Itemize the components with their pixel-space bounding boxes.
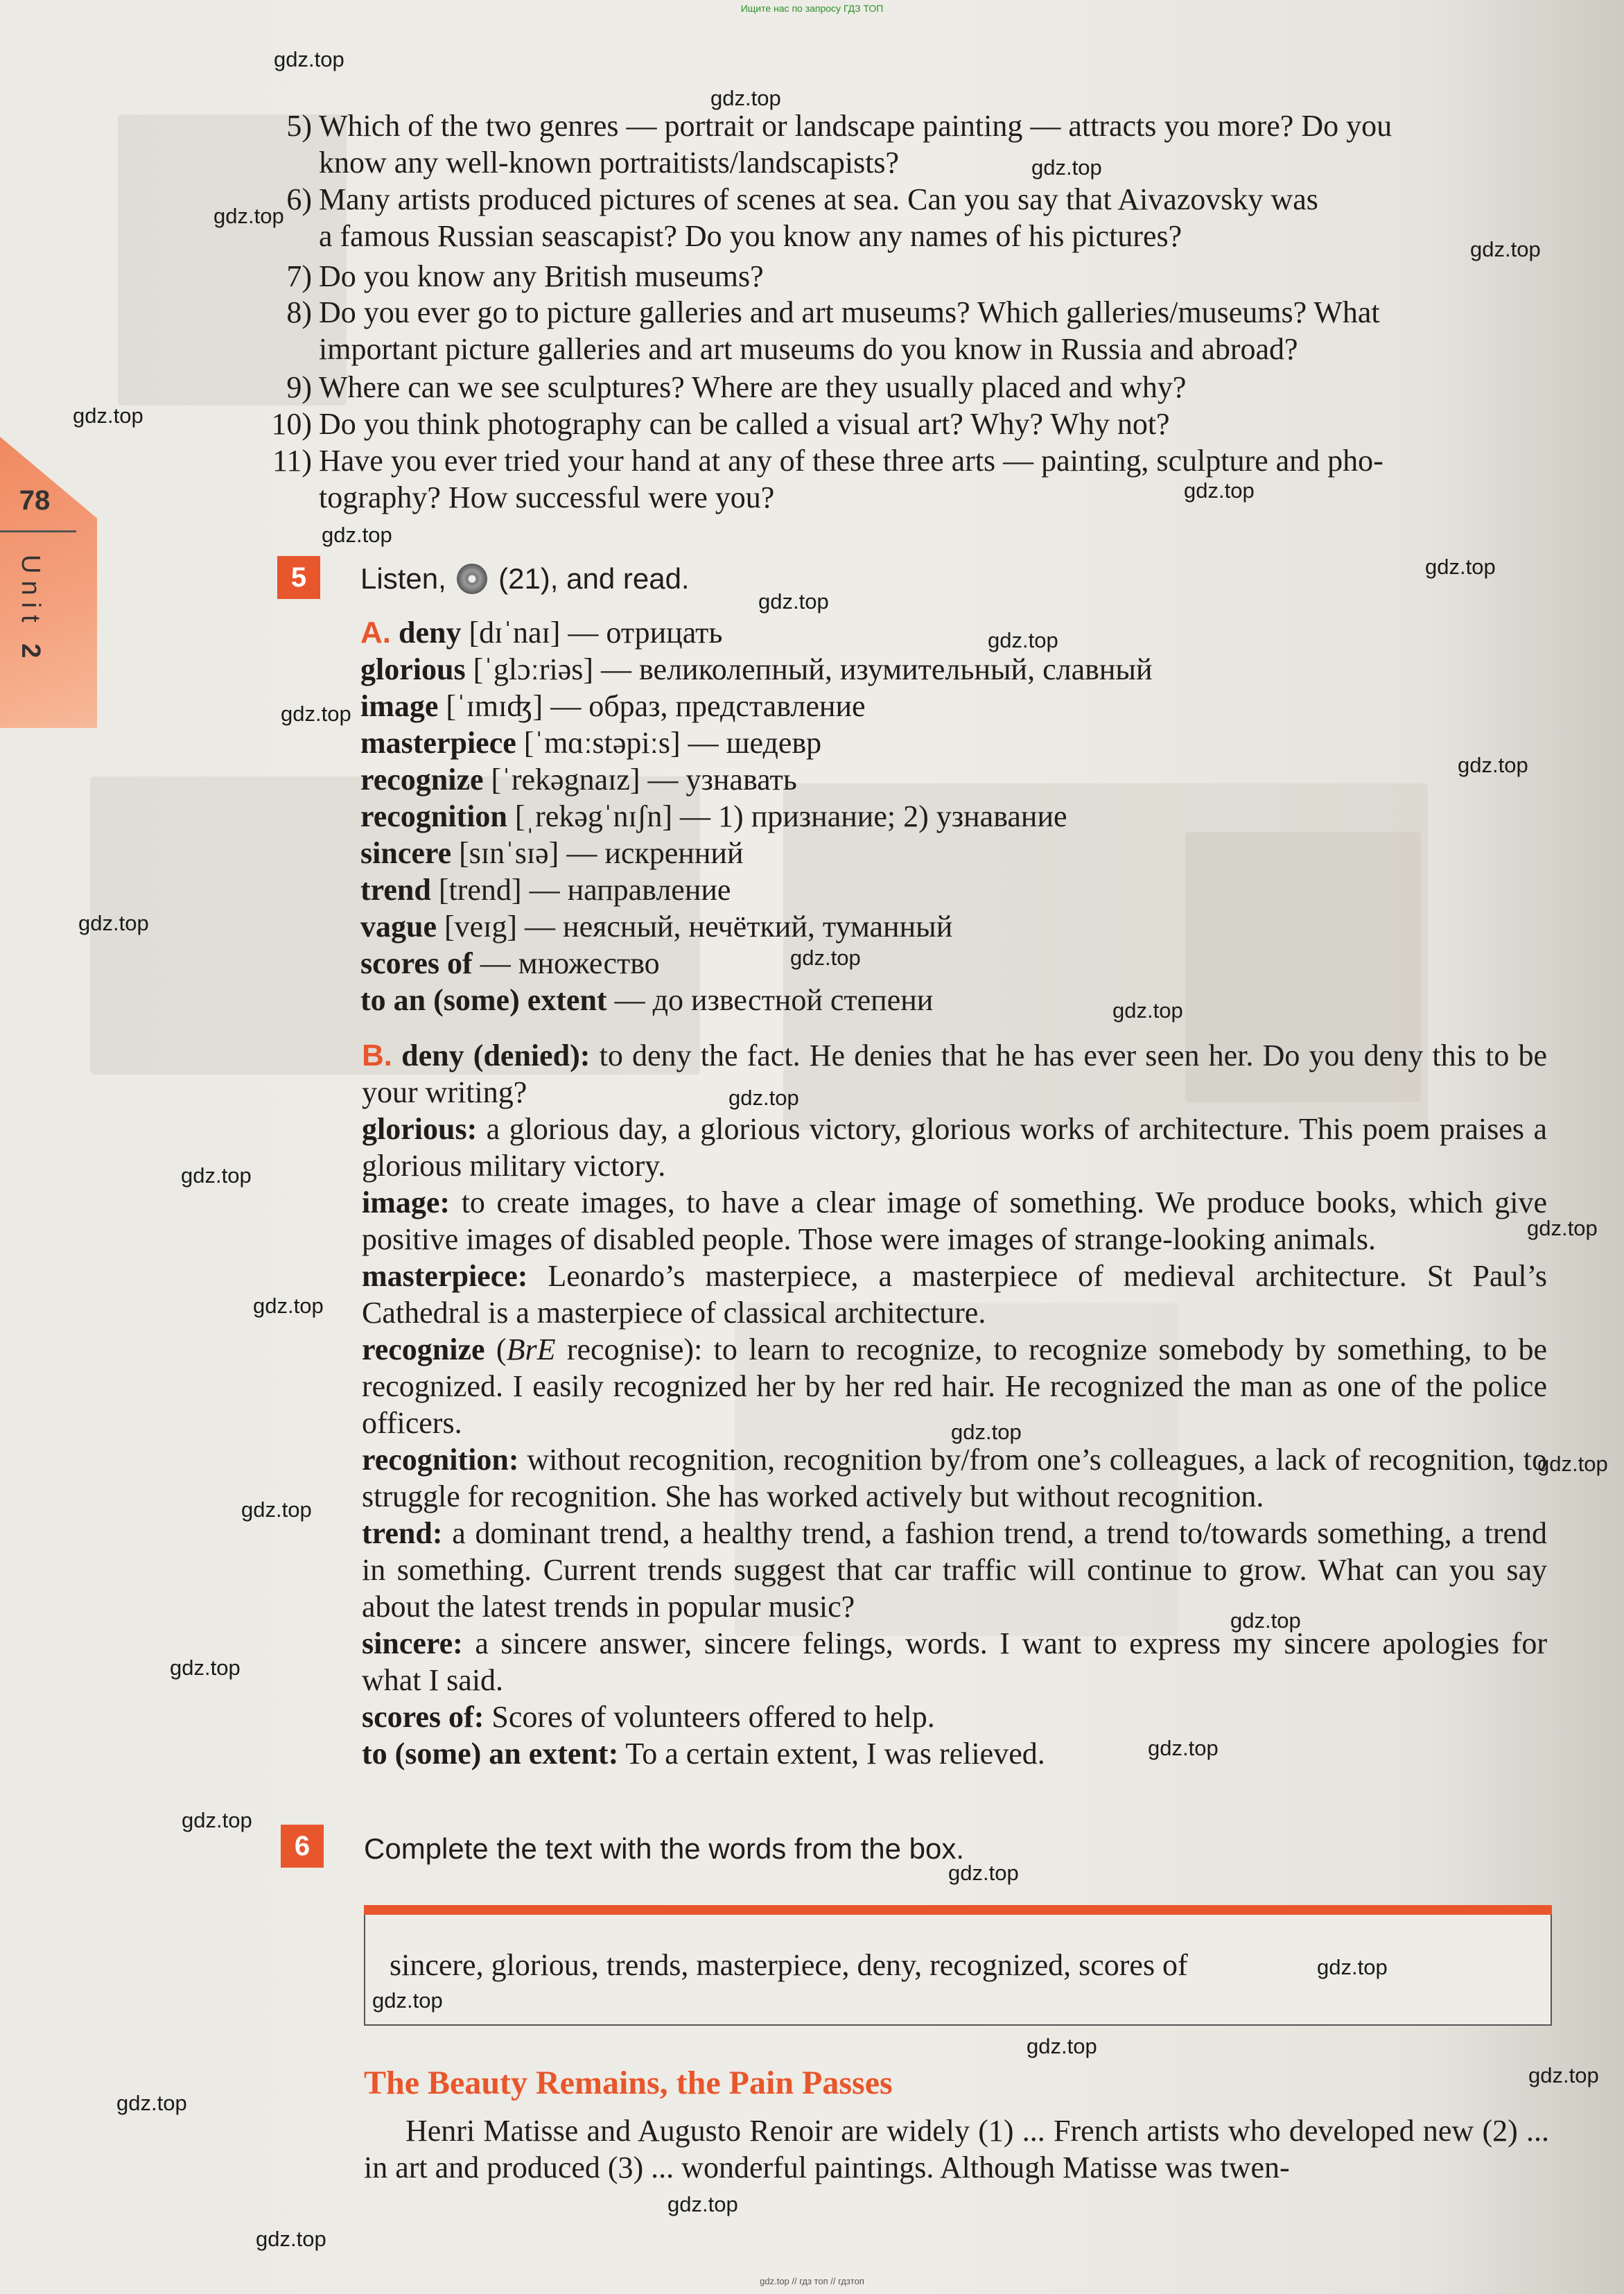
vocab-entry	[360, 835, 1539, 871]
watermark: gdz.top	[322, 523, 392, 547]
vocab-entry	[360, 614, 1539, 651]
question-line: important picture galleries and art museums do you know in Russia and abroad?	[319, 332, 1298, 366]
question-10	[271, 406, 1539, 442]
bre-label: BrE	[506, 1332, 556, 1366]
question-line: Do you ever go to picture galleries and art museums? Which galleries/museums? What	[319, 295, 1380, 329]
watermark: gdz.top	[182, 1808, 252, 1832]
question-line: Which of the two genres — portrait or landscape painting — attracts you more? Do you	[319, 109, 1392, 143]
part-a-label: A.	[360, 616, 391, 650]
vocabulary-list	[360, 614, 1539, 1018]
example-text: To a certain extent, I was relieved.	[618, 1737, 1045, 1771]
exercise-number-badge: 5	[277, 556, 320, 599]
watermark: gdz.top	[1112, 998, 1183, 1023]
vocab-entry	[360, 761, 1539, 798]
watermark: gdz.top	[241, 1497, 312, 1522]
vocab-word: recognition	[360, 799, 507, 833]
exercise-number-badge: 6	[281, 1825, 324, 1868]
example-head: scores of:	[362, 1700, 484, 1734]
example-text: recognise): to learn to recognize, to recognize somebody by something, to be recognized. I easily recognized her by her red hair. He recognized the man as one of the police officers.	[362, 1332, 1547, 1440]
page-number-rule	[0, 530, 76, 532]
vocab-entry	[360, 945, 1539, 982]
question-6	[286, 181, 1539, 254]
example-text: a dominant trend, a healthy trend, a fashion trend, a trend to/towards something, a trend in something. Current trends suggest that car traffic will continue to grow. What can you say about the latest trends in popular music?	[362, 1516, 1547, 1624]
watermark: gdz.top	[667, 2192, 738, 2216]
example-head: deny (denied):	[401, 1039, 591, 1072]
example-entry	[362, 1698, 1547, 1735]
question-number: 6)	[286, 182, 312, 216]
part-b-label: B.	[362, 1039, 392, 1072]
question-number: 7)	[286, 259, 312, 293]
vocab-entry	[360, 908, 1539, 945]
watermark: gdz.top	[116, 2091, 187, 2115]
question-9	[286, 369, 1539, 406]
vocab-word: scores of	[360, 946, 473, 980]
watermark: gdz.top	[181, 1163, 252, 1188]
vocab-word: sincere	[360, 836, 452, 870]
example-entry	[362, 1735, 1547, 1772]
watermark: gdz.top	[1470, 237, 1541, 261]
vocab-word: deny	[399, 616, 462, 650]
example-entry	[362, 1184, 1547, 1258]
vocab-entry	[360, 798, 1539, 835]
example-text: a glorious day, a glorious victory, glorious works of architecture. This poem praises a glorious military victory.	[362, 1112, 1547, 1183]
vocab-translation: [ˈrekəgnaɪz] — узнавать	[483, 763, 797, 797]
exercise-title-end: (21), and read.	[498, 562, 690, 595]
example-text: Leonardo’s masterpiece, a masterpiece of medieval architecture. St Paul’s Cathedral is a masterpiece of classical architecture.	[362, 1259, 1547, 1330]
vocab-translation: [sɪnˈsɪə] — искренний	[451, 836, 744, 870]
exercise-title-start: Listen,	[360, 562, 446, 595]
vocab-translation: [ˈɪmɪʤ] — образ, представление	[438, 689, 866, 723]
vocab-word: glorious	[360, 652, 466, 686]
watermark: gdz.top	[790, 946, 861, 970]
unit-number: 2	[16, 643, 45, 666]
question-line: Many artists produced pictures of scenes at sea. Can you say that Aivazovsky was	[319, 182, 1318, 216]
watermark: gdz.top	[1528, 2063, 1599, 2087]
watermark: gdz.top	[73, 403, 143, 428]
question-line: tography? How successful were you?	[319, 480, 775, 514]
watermark: gdz.top	[281, 702, 351, 726]
example-entry	[362, 1037, 1547, 1111]
vocab-translation: — множество	[472, 946, 660, 980]
example-head: trend:	[362, 1516, 443, 1550]
vocab-entry	[360, 871, 1539, 908]
watermark: gdz.top	[1184, 478, 1255, 503]
header-note[interactable]: Ищите нас по запросу ГДЗ ТОП	[740, 3, 884, 14]
question-number: 8)	[286, 295, 312, 329]
question-number: 9)	[286, 370, 312, 404]
watermark: gdz.top	[256, 2227, 326, 2251]
watermark: gdz.top	[728, 1086, 799, 1110]
vocab-word: to an (some) extent	[360, 983, 607, 1017]
vocab-word: vague	[360, 910, 437, 944]
watermark: gdz.top	[1031, 155, 1102, 180]
example-head: sincere:	[362, 1626, 463, 1660]
example-entry	[362, 1515, 1547, 1625]
question-line: Do you think photography can be called a visual art? Why? Why not?	[319, 407, 1170, 441]
unit-word: Unit	[16, 555, 45, 629]
audio-cd-icon[interactable]	[457, 564, 487, 594]
watermark: gdz.top	[1148, 1736, 1219, 1760]
vocab-entry	[360, 724, 1539, 761]
example-head: image:	[362, 1185, 451, 1219]
usage-examples	[362, 1037, 1547, 1772]
vocab-translation: [ˈmɑːstəpiːs] — шедевр	[516, 726, 822, 760]
watermark: gdz.top	[1458, 753, 1528, 777]
watermark: gdz.top	[253, 1294, 324, 1318]
text-paragraph: Henri Matisse and Augusto Renoir are widely (1) ... French artists who developed new (2) ... in art and produced (3) ... wonderful paintings. Although Matisse was twen-	[364, 2114, 1549, 2184]
example-text-pre: (	[484, 1332, 507, 1366]
watermark: gdz.top	[213, 204, 284, 228]
example-entry	[362, 1258, 1547, 1331]
exercise-title	[360, 560, 690, 597]
question-line: Have you ever tried your hand at any of these three arts — painting, sculpture and pho-	[319, 444, 1383, 478]
question-number: 11)	[272, 444, 312, 478]
vocab-translation: [trend] — направление	[430, 873, 731, 907]
question-8	[286, 294, 1539, 367]
question-line: a famous Russian seascapist? Do you know any names of his pictures?	[319, 219, 1182, 253]
vocab-translation: [veɪg] — неясный, нечёткий, туманный	[437, 910, 953, 944]
watermark: gdz.top	[1527, 1216, 1598, 1240]
exercise-title: Complete the text with the words from the box.	[364, 1832, 965, 1865]
vocab-entry	[360, 651, 1539, 688]
vocab-word: recognize	[360, 763, 484, 797]
watermark: gdz.top	[372, 1988, 443, 2013]
vocab-entry	[360, 982, 1539, 1018]
question-7	[286, 258, 1539, 295]
example-text: Scores of volunteers offered to help.	[484, 1700, 935, 1734]
example-head: glorious:	[362, 1112, 478, 1146]
watermark: gdz.top	[1317, 1955, 1388, 1979]
question-11	[272, 442, 1539, 516]
example-entry	[362, 1111, 1547, 1184]
question-line: Do you know any British museums?	[319, 259, 764, 293]
word-box-accent-bar	[364, 1905, 1552, 1915]
vocab-word: image	[360, 689, 439, 723]
vocab-word: trend	[360, 873, 431, 907]
example-text: to create images, to have a clear image of something. We produce books, which give positive images of disabled people. Those were images of strange-looking animals.	[362, 1185, 1547, 1256]
watermark: gdz.top	[1537, 1452, 1608, 1476]
question-number: 10)	[271, 407, 312, 441]
watermark: gdz.top	[988, 628, 1058, 652]
watermark: gdz.top	[78, 911, 149, 935]
watermark: gdz.top	[951, 1420, 1022, 1444]
example-text: a sincere answer, sincere felings, words. I want to express my sincere apologies for what I said.	[362, 1626, 1547, 1697]
watermark: gdz.top	[274, 47, 344, 71]
question-5	[286, 107, 1539, 181]
watermark: gdz.top	[710, 86, 781, 110]
example-entry	[362, 1441, 1547, 1515]
bleed-through-image	[118, 114, 347, 406]
watermark: gdz.top	[1230, 1608, 1301, 1633]
vocab-translation: — до известной степени	[606, 983, 934, 1017]
vocab-word: masterpiece	[360, 726, 516, 760]
question-line: Where can we see sculptures? Where are they usually placed and why?	[319, 370, 1187, 404]
page-number: 78	[19, 485, 51, 516]
vocab-entry	[360, 688, 1539, 724]
vocab-translation: [ˈglɔːriəs] — великолепный, изумительный, славный	[465, 652, 1153, 686]
watermark: gdz.top	[1027, 2034, 1097, 2058]
watermark: gdz.top	[758, 589, 829, 614]
watermark: gdz.top	[170, 1656, 241, 1680]
vocab-translation: [ˌrekəgˈnɪʃn] — 1) признание; 2) узнавание	[507, 799, 1067, 833]
example-entry	[362, 1625, 1547, 1698]
question-line: know any well-known portraitists/landscapists?	[319, 146, 900, 180]
vocab-translation: [dɪˈnaɪ] — отрицать	[461, 616, 723, 650]
example-head: recognition:	[362, 1443, 519, 1477]
watermark: gdz.top	[948, 1861, 1019, 1885]
example-text: without recognition, recognition by/from one’s colleagues, a lack of recognition, to struggle for recognition. She has worked actively but without recognition.	[362, 1443, 1547, 1513]
example-head: to (some) an extent:	[362, 1737, 619, 1771]
example-text: to deny the fact. He denies that he has ever seen her. Do you deny this to be your writing?	[362, 1039, 1548, 1109]
watermark: gdz.top	[1425, 555, 1496, 579]
example-head: masterpiece:	[362, 1259, 528, 1293]
unit-label	[3, 555, 45, 693]
footer-note: gdz.top // гдз топ // гдзтоп	[760, 2276, 864, 2286]
text-title: The Beauty Remains, the Pain Passes	[364, 2065, 893, 2101]
example-head: recognize	[362, 1332, 485, 1366]
word-box-words: sincere, glorious, trends, masterpiece, deny, recognized, scores of	[390, 1948, 1188, 1982]
question-number: 5)	[286, 109, 312, 143]
